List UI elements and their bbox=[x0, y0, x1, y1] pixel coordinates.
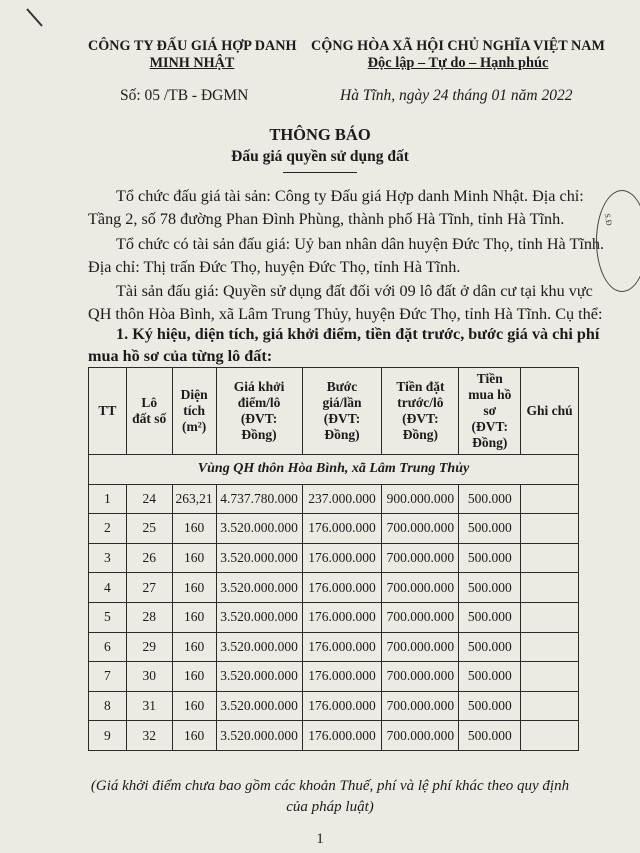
table-cell: 6 bbox=[89, 632, 127, 662]
nation-title: CỘNG HÒA XÃ HỘI CHỦ NGHĨA VIỆT NAM bbox=[311, 38, 605, 54]
table-cell: 4.737.780.000 bbox=[216, 484, 302, 514]
document-number: Số: 05 /TB - ĐGMN bbox=[120, 87, 249, 104]
paragraph-line: Tài sản đấu giá: Quyền sử dụng đất đối với 09 lô đất ở dân cư tại khu vực bbox=[116, 282, 593, 300]
header-cell: Diện tích (m²) bbox=[172, 368, 216, 455]
table-cell: 5 bbox=[89, 602, 127, 632]
table-cell: 176.000.000 bbox=[302, 602, 382, 632]
table-cell bbox=[521, 484, 579, 514]
table-cell: 263,21 bbox=[172, 484, 216, 514]
table-cell: 700.000.000 bbox=[382, 514, 459, 544]
table-cell: 3.520.000.000 bbox=[216, 632, 302, 662]
header-cell: TT bbox=[89, 368, 127, 455]
table-cell: 700.000.000 bbox=[382, 632, 459, 662]
table-cell: 9 bbox=[89, 721, 127, 751]
table-cell: 500.000 bbox=[459, 721, 521, 751]
table-cell: 26 bbox=[126, 543, 172, 573]
table-cell bbox=[521, 514, 579, 544]
nation-motto: Độc lập – Tự do – Hạnh phúc bbox=[367, 55, 549, 71]
table-row bbox=[89, 543, 579, 573]
document-subtitle: Đấu giá quyền sử dụng đất bbox=[231, 148, 409, 165]
table-cell: 7 bbox=[89, 662, 127, 692]
table-cell: 29 bbox=[126, 632, 172, 662]
table-cell: 500.000 bbox=[459, 602, 521, 632]
table-cell: 1 bbox=[89, 484, 127, 514]
table-cell: 160 bbox=[172, 721, 216, 751]
header-cell: Bước giá/lần (ĐVT: Đồng) bbox=[302, 368, 382, 455]
table-cell bbox=[521, 662, 579, 692]
table-cell: 237.000.000 bbox=[302, 484, 382, 514]
table-cell: 176.000.000 bbox=[302, 662, 382, 692]
table-cell: 176.000.000 bbox=[302, 573, 382, 603]
table-cell: 160 bbox=[172, 514, 216, 544]
table-cell: 160 bbox=[172, 543, 216, 573]
table-cell: 3 bbox=[89, 543, 127, 573]
table-cell: 3.520.000.000 bbox=[216, 573, 302, 603]
header-cell: Tiền đặt trước/lô (ĐVT: Đồng) bbox=[382, 368, 459, 455]
table-cell: 3.520.000.000 bbox=[216, 662, 302, 692]
table-cell: 700.000.000 bbox=[382, 543, 459, 573]
table-cell: 32 bbox=[126, 721, 172, 751]
table-cell bbox=[521, 691, 579, 721]
header-cell: Giá khởi điểm/lô (ĐVT: Đồng) bbox=[216, 368, 302, 455]
table-row bbox=[89, 691, 579, 721]
paragraph-line: Tầng 2, số 78 đường Phan Đình Phùng, thành phố Hà Tĩnh, tỉnh Hà Tĩnh. bbox=[88, 210, 565, 228]
table-cell: 25 bbox=[126, 514, 172, 544]
table-cell: 2 bbox=[89, 514, 127, 544]
table-row bbox=[89, 514, 579, 544]
table-cell: 160 bbox=[172, 662, 216, 692]
table-cell bbox=[521, 721, 579, 751]
document-title: THÔNG BÁO bbox=[269, 125, 371, 144]
section-heading: 1. Ký hiệu, diện tích, giá khởi điểm, tiền đặt trước, bước giá và chi phí bbox=[116, 325, 600, 343]
header-cell: Ghi chú bbox=[521, 368, 579, 455]
paragraph-line: QH thôn Hòa Bình, xã Lâm Trung Thủy, huyện Đức Thọ, tỉnh Hà Tĩnh. Cụ thể: bbox=[88, 305, 603, 323]
table-cell: 3.520.000.000 bbox=[216, 543, 302, 573]
seal-stamp-text: S.Đ bbox=[602, 212, 614, 227]
table-cell: 28 bbox=[126, 602, 172, 632]
table-cell: 30 bbox=[126, 662, 172, 692]
table-cell: 500.000 bbox=[459, 573, 521, 603]
table-cell: 500.000 bbox=[459, 514, 521, 544]
table-cell: 3.520.000.000 bbox=[216, 721, 302, 751]
table-header-row bbox=[89, 368, 579, 455]
land-lot-table bbox=[88, 367, 579, 751]
corner-mark-icon bbox=[24, 6, 48, 30]
table-cell: 176.000.000 bbox=[302, 691, 382, 721]
table-cell: 900.000.000 bbox=[382, 484, 459, 514]
table-cell: 176.000.000 bbox=[302, 632, 382, 662]
table-cell: 176.000.000 bbox=[302, 721, 382, 751]
table-cell: 160 bbox=[172, 573, 216, 603]
table-row bbox=[89, 484, 579, 514]
seal-stamp bbox=[596, 190, 640, 292]
paragraph-line: Tổ chức đấu giá tài sản: Công ty Đấu giá Hợp danh Minh Nhật. Địa chỉ: bbox=[116, 187, 584, 205]
table-cell bbox=[521, 543, 579, 573]
table-cell bbox=[521, 573, 579, 603]
table-row bbox=[89, 573, 579, 603]
table-cell: 160 bbox=[172, 691, 216, 721]
table-cell: 700.000.000 bbox=[382, 573, 459, 603]
table-row bbox=[89, 721, 579, 751]
region-label: Vùng QH thôn Hòa Bình, xã Lâm Trung Thủy bbox=[89, 455, 579, 485]
table-cell: 500.000 bbox=[459, 691, 521, 721]
title-divider bbox=[283, 172, 357, 173]
header-cell: Tiền mua hồ sơ (ĐVT: Đồng) bbox=[459, 368, 521, 455]
table-cell: 3.520.000.000 bbox=[216, 602, 302, 632]
table-cell: 160 bbox=[172, 632, 216, 662]
table-cell: 176.000.000 bbox=[302, 543, 382, 573]
table-cell: 24 bbox=[126, 484, 172, 514]
table-cell: 500.000 bbox=[459, 632, 521, 662]
table-row bbox=[89, 632, 579, 662]
table-cell: 500.000 bbox=[459, 484, 521, 514]
table-cell: 176.000.000 bbox=[302, 514, 382, 544]
section-heading-cont: mua hồ sơ của từng lô đất: bbox=[88, 347, 273, 365]
table-cell: 700.000.000 bbox=[382, 721, 459, 751]
table-cell: 31 bbox=[126, 691, 172, 721]
paragraph-line: Địa chỉ: Thị trấn Đức Thọ, huyện Đức Thọ, tỉnh Hà Tĩnh. bbox=[88, 258, 461, 276]
table-cell: 500.000 bbox=[459, 543, 521, 573]
paragraph-line: Tổ chức có tài sản đấu giá: Uỷ ban nhân dân huyện Đức Thọ, tỉnh Hà Tĩnh. bbox=[116, 235, 605, 253]
table-cell: 27 bbox=[126, 573, 172, 603]
place-date: Hà Tĩnh, ngày 24 tháng 01 năm 2022 bbox=[340, 87, 573, 104]
table-cell: 3.520.000.000 bbox=[216, 514, 302, 544]
table-cell: 700.000.000 bbox=[382, 662, 459, 692]
footnote: (Giá khởi điểm chưa bao gồm các khoản Thuế, phí và lệ phí khác theo quy định bbox=[90, 778, 570, 794]
table-row bbox=[89, 602, 579, 632]
header-cell: Lô đất số bbox=[126, 368, 172, 455]
page-number: 1 bbox=[316, 831, 324, 847]
table-cell: 4 bbox=[89, 573, 127, 603]
region-row bbox=[89, 455, 579, 485]
table-cell: 3.520.000.000 bbox=[216, 691, 302, 721]
table-cell: 500.000 bbox=[459, 662, 521, 692]
org-name: CÔNG TY ĐẤU GIÁ HỢP DANH bbox=[88, 38, 297, 54]
table-cell bbox=[521, 632, 579, 662]
table-row bbox=[89, 662, 579, 692]
table-cell: 160 bbox=[172, 602, 216, 632]
table-cell: 700.000.000 bbox=[382, 602, 459, 632]
footnote-cont: của pháp luật) bbox=[286, 799, 374, 815]
org-name-line2: MINH NHẬT bbox=[149, 55, 235, 71]
table-cell bbox=[521, 602, 579, 632]
table-cell: 8 bbox=[89, 691, 127, 721]
table-cell: 700.000.000 bbox=[382, 691, 459, 721]
